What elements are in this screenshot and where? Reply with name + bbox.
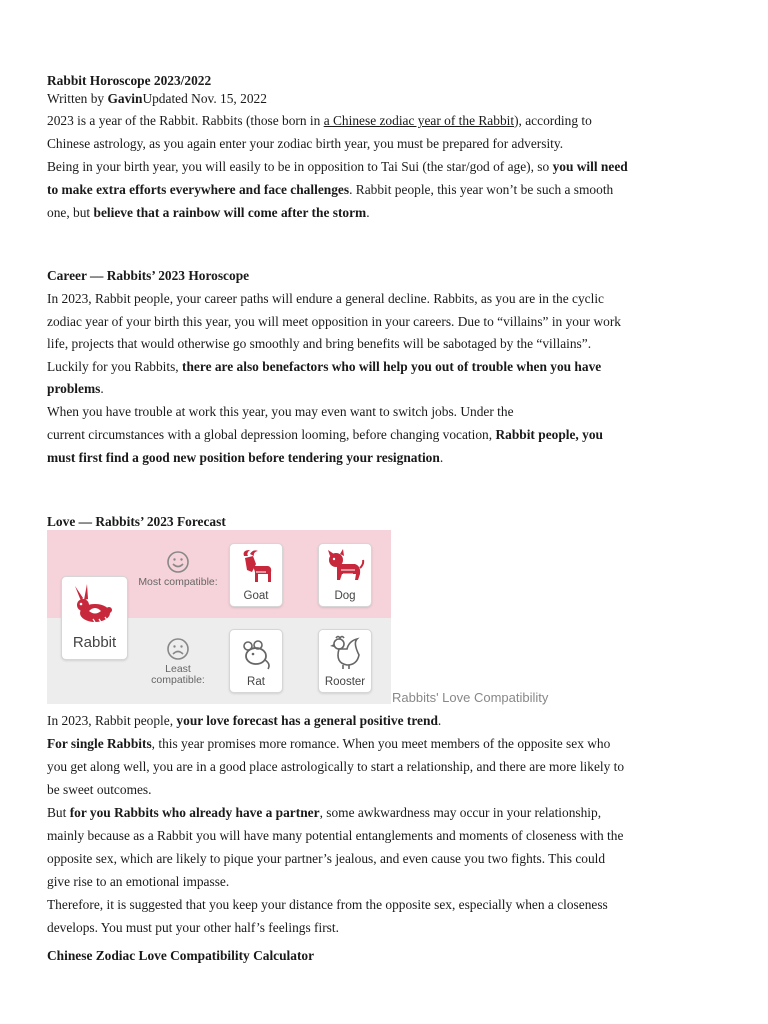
rabbit-label: Rabbit	[72, 634, 117, 651]
love-line-5	[47, 804, 601, 822]
career-line-7	[47, 426, 603, 444]
bold-run: Rabbit people, you	[495, 427, 603, 442]
rat-icon	[238, 636, 274, 670]
rooster-label: Rooster	[324, 676, 366, 688]
most-compatible-label: Most compatible:	[138, 576, 218, 588]
goat-label: Goat	[243, 590, 269, 602]
text-run: . Rabbit people, this year won’t be such a smooth	[349, 182, 614, 197]
bold-run: for you Rabbits who already have a partner	[69, 805, 320, 820]
goat-icon	[236, 548, 276, 586]
love-compatibility-image	[47, 530, 391, 704]
career-line-8	[47, 449, 443, 467]
text-run: current circumstances with a global depression looming, before changing vocation,	[47, 427, 496, 442]
career-line-5	[47, 380, 104, 398]
dog-icon	[325, 548, 365, 586]
love-heading: Love — Rabbits’ 2023 Forecast	[47, 514, 226, 529]
rabbit-icon	[71, 583, 119, 627]
zodiac-year-link[interactable]: a Chinese zodiac year of the Rabbit	[323, 113, 515, 128]
text-run: But	[47, 805, 70, 820]
bold-run: to make extra efforts everywhere and face challenges	[47, 182, 350, 197]
love-line-9: Therefore, it is suggested that you keep your distance from the opposite sex, especially when a closeness	[47, 897, 608, 912]
byline	[47, 90, 267, 108]
updated-date: Updated Nov. 15, 2022	[142, 91, 267, 106]
dog-card	[318, 543, 372, 607]
career-line-3: life, projects that would otherwise go smoothly and bring benefits will be sabotaged by the “villains”.	[47, 336, 592, 351]
career-line-2: zodiac year of your birth this year, you will meet opposition in your careers. Due to “villains” in your work	[47, 314, 621, 329]
rooster-card	[318, 629, 372, 693]
rat-card	[229, 629, 283, 693]
love-line-8: give rise to an emotional impasse.	[47, 874, 230, 889]
bold-run: For single Rabbits	[47, 736, 152, 751]
love-line-1	[47, 712, 441, 730]
love-line-6: mainly because as a Rabbit you will have many potential entanglements and moments of closeness with the	[47, 828, 624, 843]
love-line-7: opposite sex, which are likely to pique your partner’s jealous, and even cause you two fights. This could	[47, 851, 606, 866]
intro-line-3	[47, 158, 628, 176]
text-run: .	[366, 205, 370, 220]
career-heading: Career — Rabbits’ 2023 Horoscope	[47, 268, 250, 283]
text-run: 2023 is a year of the Rabbit. Rabbits (those born in	[47, 113, 324, 128]
love-line-3: you get along well, you are in a good place astrologically to start a relationship, and there are more likely to	[47, 759, 625, 774]
bold-run: there are also benefactors who will help you out of trouble when you have	[182, 359, 602, 374]
image-caption: Rabbits' Love Compatibility	[392, 690, 549, 705]
bold-run: your love forecast has a general positive trend	[176, 713, 438, 728]
intro-line-5	[47, 204, 370, 222]
bold-run: problems	[47, 381, 101, 396]
text-run: .	[100, 381, 104, 396]
rooster-icon	[326, 634, 364, 670]
text-run: .	[439, 450, 444, 465]
bold-run: believe that a rainbow will come after the storm	[93, 205, 367, 220]
text-run: .	[437, 713, 442, 728]
text-run: ), according to	[514, 113, 592, 128]
text-run: Being in your birth year, you will easily to be in opposition to Tai Sui (the star/god of age), so	[47, 159, 553, 174]
career-line-1: In 2023, Rabbit people, your career paths will endure a general decline. Rabbits, as you are in the cyclic	[47, 291, 604, 306]
rat-label: Rat	[247, 676, 265, 688]
love-line-10: develops. You must put your other half’s feelings first.	[47, 920, 339, 935]
text-run: , some awkwardness may occur in your relationship,	[319, 805, 602, 820]
text-run: In 2023, Rabbit people,	[47, 713, 177, 728]
smiley-icon	[166, 550, 190, 574]
calculator-heading: Chinese Zodiac Love Compatibility Calculator	[47, 948, 315, 963]
bold-run: must first find a good new position before tendering your resignation	[47, 450, 440, 465]
rabbit-card	[61, 576, 128, 660]
career-line-6: When you have trouble at work this year, you may even want to switch jobs. Under the	[47, 404, 514, 419]
love-line-2	[47, 735, 610, 753]
intro-line-2: Chinese astrology, as you again enter your zodiac birth year, you must be prepared for adversity.	[47, 136, 564, 151]
text-run: one, but	[47, 205, 94, 220]
author-name[interactable]: Gavin	[107, 91, 143, 106]
sad-face-icon	[166, 637, 190, 661]
goat-card	[229, 543, 283, 607]
intro-line-4	[47, 181, 613, 199]
intro-line-1	[47, 112, 592, 130]
least-compatible-label: Least compatible:	[151, 663, 205, 686]
article-title: Rabbit Horoscope 2023/2022	[47, 73, 212, 88]
text-run: , this year promises more romance. When you meet members of the opposite sex who	[151, 736, 611, 751]
bold-run: you will need	[552, 159, 628, 174]
text-run: Luckily for you Rabbits,	[47, 359, 183, 374]
byline-prefix: Written by	[47, 91, 108, 106]
love-line-4: be sweet outcomes.	[47, 782, 152, 797]
career-line-4	[47, 358, 601, 376]
dog-label: Dog	[334, 590, 356, 602]
